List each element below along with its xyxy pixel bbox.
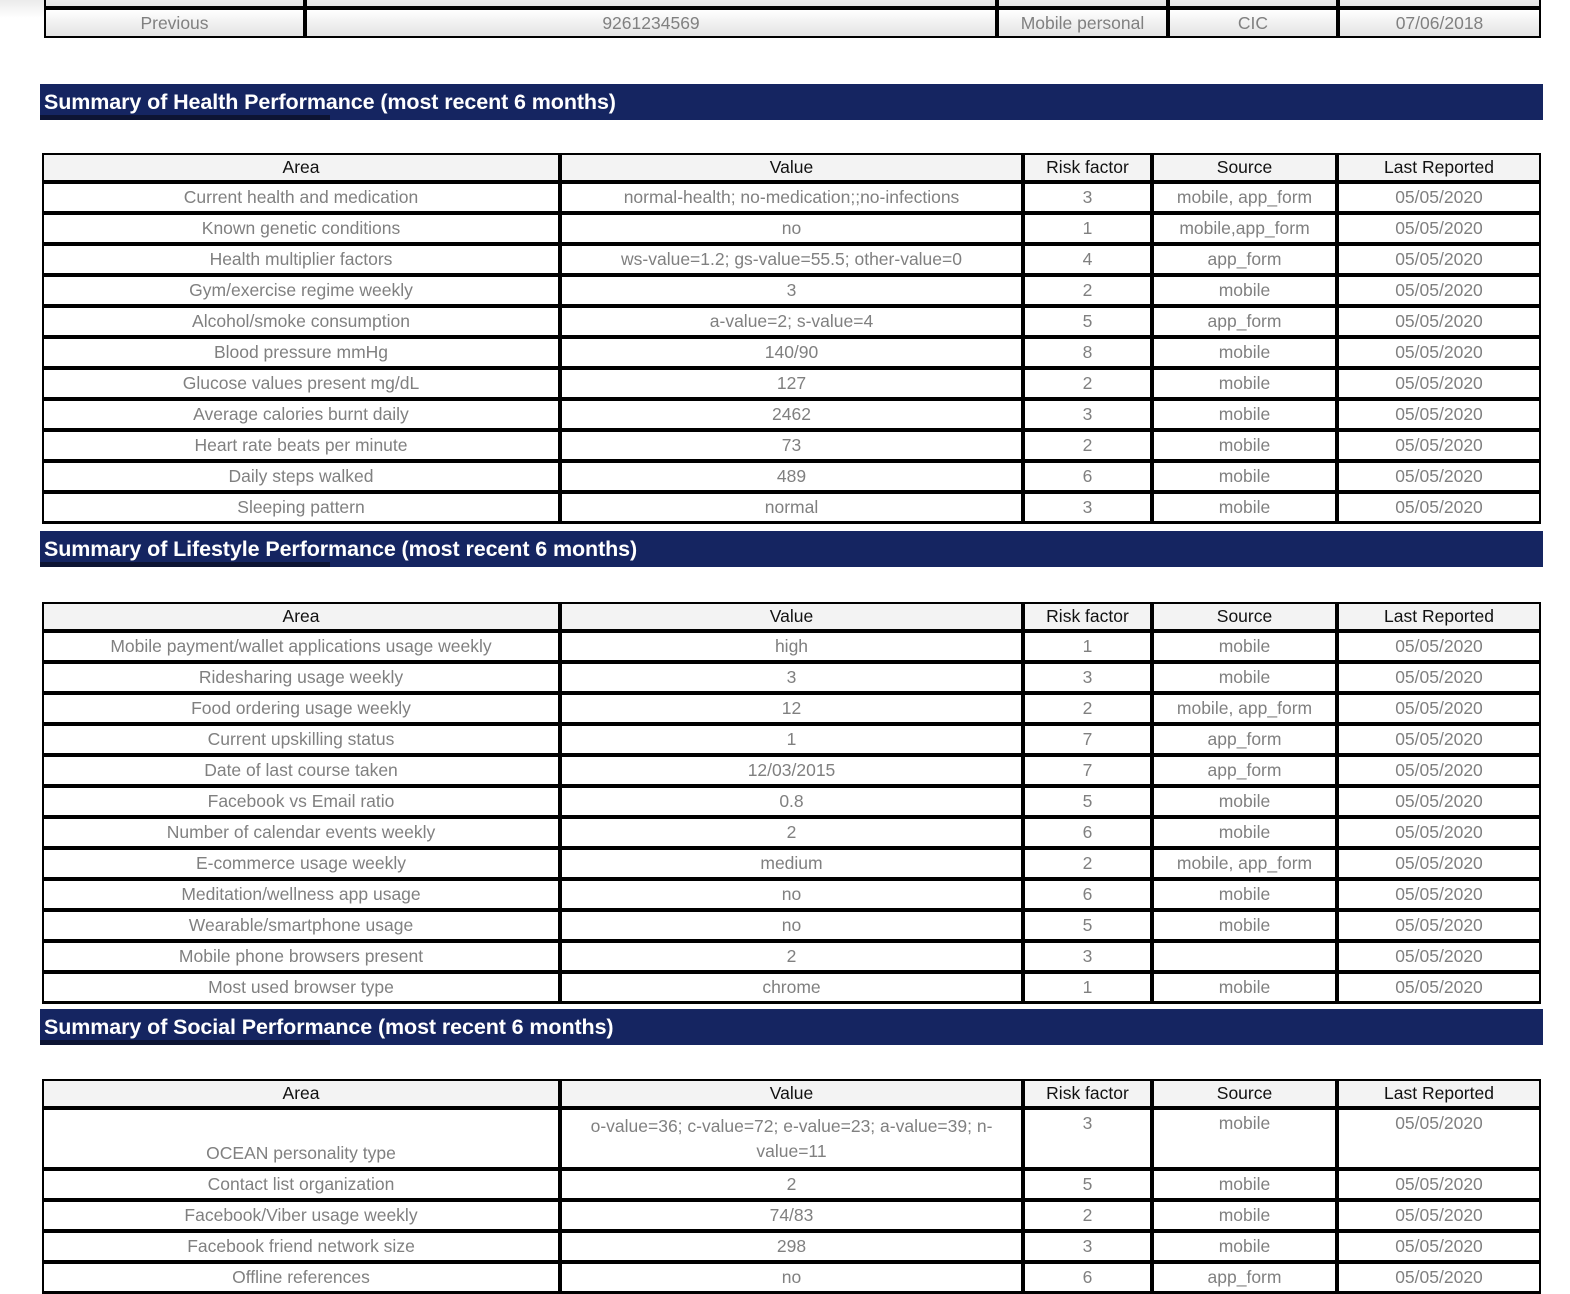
cell-source: mobile	[1152, 1169, 1337, 1200]
table-row	[42, 430, 1541, 461]
cell-source: mobile	[1152, 662, 1337, 693]
cell-last-reported: 05/05/2020	[1337, 910, 1541, 941]
cell-label	[44, 0, 305, 8]
table-row	[42, 492, 1541, 524]
cell-risk-factor: 1	[1023, 972, 1152, 1004]
table-row	[42, 244, 1541, 275]
cell-source: mobile	[1152, 1231, 1337, 1262]
cell-area: Sleeping pattern	[42, 492, 560, 524]
cell-value: no	[560, 910, 1023, 941]
cell-source: mobile	[1152, 817, 1337, 848]
table-row	[42, 1231, 1541, 1262]
contact-history-body	[44, 0, 1541, 38]
cell-last-reported: 05/05/2020	[1337, 1200, 1541, 1231]
cell-source: mobile,app_form	[1152, 213, 1337, 244]
column-header-value: Value	[560, 602, 1023, 631]
social-performance-table	[42, 1079, 1541, 1294]
cell-value: high	[560, 631, 1023, 662]
cell-value: 2	[560, 817, 1023, 848]
cell-risk-factor: 6	[1023, 1262, 1152, 1294]
column-header-area: Area	[42, 602, 560, 631]
table-row	[44, 0, 1541, 8]
cell-type: Mobile personal	[997, 8, 1168, 38]
cell-source: mobile, app_form	[1152, 182, 1337, 213]
column-header-source: Source	[1152, 153, 1337, 182]
cell-last-reported: 05/05/2020	[1337, 1108, 1541, 1169]
cell-risk-factor: 2	[1023, 430, 1152, 461]
cell-value: 127	[560, 368, 1023, 399]
cell-area: Most used browser type	[42, 972, 560, 1004]
cell-number: 9261234569	[305, 8, 997, 38]
cell-risk-factor: 2	[1023, 693, 1152, 724]
cell-risk-factor: 3	[1023, 1231, 1152, 1262]
cell-number	[305, 0, 997, 8]
column-header-last-reported: Last Reported	[1337, 1079, 1541, 1108]
table-row	[42, 941, 1541, 972]
cell-source: mobile	[1152, 337, 1337, 368]
cell-area: Known genetic conditions	[42, 213, 560, 244]
cell-risk-factor: 2	[1023, 848, 1152, 879]
cell-source: mobile	[1152, 879, 1337, 910]
table-row	[42, 1169, 1541, 1200]
cell-area: Current upskilling status	[42, 724, 560, 755]
table-row	[42, 879, 1541, 910]
page-edge-shadow	[0, 0, 44, 18]
cell-source: mobile	[1152, 492, 1337, 524]
cell-risk-factor: 5	[1023, 910, 1152, 941]
cell-area: Alcohol/smoke consumption	[42, 306, 560, 337]
cell-last-reported: 05/05/2020	[1337, 244, 1541, 275]
cell-value: 2	[560, 941, 1023, 972]
column-header-area: Area	[42, 153, 560, 182]
health-performance-table	[42, 153, 1541, 524]
cell-area: Heart rate beats per minute	[42, 430, 560, 461]
table-header-row	[42, 602, 1541, 631]
cell-source: app_form	[1152, 244, 1337, 275]
cell-source: mobile	[1152, 1200, 1337, 1231]
cell-area: Daily steps walked	[42, 461, 560, 492]
cell-last-reported: 05/05/2020	[1337, 368, 1541, 399]
column-header-risk-factor: Risk factor	[1023, 153, 1152, 182]
section-heading-lifestyle: Summary of Lifestyle Performance (most recent 6 months)	[40, 531, 1543, 567]
column-header-risk-factor: Risk factor	[1023, 1079, 1152, 1108]
column-header-area: Area	[42, 1079, 560, 1108]
cell-risk-factor: 3	[1023, 182, 1152, 213]
cell-value: no	[560, 1262, 1023, 1294]
table-row	[42, 1108, 1541, 1169]
cell-value: 74/83	[560, 1200, 1023, 1231]
cell-value: o-value=36; c-value=72; e-value=23; a-value=39; n-value=11	[560, 1108, 1023, 1169]
column-header-source: Source	[1152, 602, 1337, 631]
cell-area: Ridesharing usage weekly	[42, 662, 560, 693]
cell-value: 3	[560, 275, 1023, 306]
cell-value: 2462	[560, 399, 1023, 430]
column-header-value: Value	[560, 153, 1023, 182]
cell-value: 3	[560, 662, 1023, 693]
cell-last-reported: 05/05/2020	[1337, 817, 1541, 848]
cell-value: 0.8	[560, 786, 1023, 817]
cell-last-reported: 05/05/2020	[1337, 724, 1541, 755]
cell-area: Mobile payment/wallet applications usage weekly	[42, 631, 560, 662]
cell-last-reported: 05/05/2020	[1337, 631, 1541, 662]
cell-area: Wearable/smartphone usage	[42, 910, 560, 941]
cell-area: Blood pressure mmHg	[42, 337, 560, 368]
cell-last-reported: 05/05/2020	[1337, 213, 1541, 244]
cell-last-reported: 05/05/2020	[1337, 693, 1541, 724]
cell-code: CIC	[1168, 8, 1338, 38]
cell-value: no	[560, 213, 1023, 244]
cell-type	[997, 0, 1168, 8]
table-row	[42, 337, 1541, 368]
cell-source: mobile	[1152, 1108, 1337, 1169]
social-table-head	[42, 1079, 1541, 1108]
cell-value: 489	[560, 461, 1023, 492]
cell-source: mobile	[1152, 910, 1337, 941]
cell-source: mobile	[1152, 786, 1337, 817]
cell-last-reported: 05/05/2020	[1337, 182, 1541, 213]
table-row	[42, 399, 1541, 430]
table-row	[42, 213, 1541, 244]
cell-last-reported: 05/05/2020	[1337, 275, 1541, 306]
cell-source: app_form	[1152, 724, 1337, 755]
cell-area: Health multiplier factors	[42, 244, 560, 275]
table-header-row	[42, 153, 1541, 182]
cell-source: mobile	[1152, 631, 1337, 662]
cell-risk-factor: 7	[1023, 724, 1152, 755]
column-header-last-reported: Last Reported	[1337, 153, 1541, 182]
cell-risk-factor: 2	[1023, 368, 1152, 399]
cell-source: app_form	[1152, 755, 1337, 786]
cell-risk-factor: 3	[1023, 492, 1152, 524]
cell-last-reported: 05/05/2020	[1337, 1262, 1541, 1294]
health-table-body	[42, 182, 1541, 524]
cell-last-reported: 05/05/2020	[1337, 941, 1541, 972]
cell-date: 07/06/2018	[1338, 8, 1541, 38]
cell-value: chrome	[560, 972, 1023, 1004]
section-heading-health: Summary of Health Performance (most recent 6 months)	[40, 84, 1543, 120]
column-header-risk-factor: Risk factor	[1023, 602, 1152, 631]
cell-risk-factor: 8	[1023, 337, 1152, 368]
cell-source	[1152, 941, 1337, 972]
table-row	[42, 631, 1541, 662]
cell-value: a-value=2; s-value=4	[560, 306, 1023, 337]
table-row	[42, 1200, 1541, 1231]
cell-area: Meditation/wellness app usage	[42, 879, 560, 910]
cell-value: ws-value=1.2; gs-value=55.5; other-value=0	[560, 244, 1023, 275]
cell-risk-factor: 1	[1023, 631, 1152, 662]
cell-risk-factor: 5	[1023, 786, 1152, 817]
cell-last-reported: 05/05/2020	[1337, 337, 1541, 368]
cell-risk-factor: 4	[1023, 244, 1152, 275]
cell-risk-factor: 3	[1023, 1108, 1152, 1169]
table-row	[44, 8, 1541, 38]
cell-value: 12/03/2015	[560, 755, 1023, 786]
table-row	[42, 461, 1541, 492]
table-row	[42, 755, 1541, 786]
table-row	[42, 306, 1541, 337]
cell-risk-factor: 5	[1023, 306, 1152, 337]
cell-code	[1168, 0, 1338, 8]
cell-source: mobile	[1152, 275, 1337, 306]
contact-history-table-partial	[44, 0, 1541, 38]
table-row	[42, 368, 1541, 399]
social-table-body	[42, 1108, 1541, 1294]
lifestyle-table-container	[42, 602, 1541, 1004]
cell-area: OCEAN personality type	[42, 1108, 560, 1169]
cell-last-reported: 05/05/2020	[1337, 786, 1541, 817]
cell-last-reported: 05/05/2020	[1337, 399, 1541, 430]
cell-source: app_form	[1152, 1262, 1337, 1294]
cell-risk-factor: 1	[1023, 213, 1152, 244]
cell-source: mobile	[1152, 972, 1337, 1004]
cell-risk-factor: 6	[1023, 879, 1152, 910]
cell-area: Mobile phone browsers present	[42, 941, 560, 972]
cell-risk-factor: 7	[1023, 755, 1152, 786]
table-header-row	[42, 1079, 1541, 1108]
social-table-container	[42, 1079, 1541, 1294]
cell-area: E-commerce usage weekly	[42, 848, 560, 879]
cell-value: 140/90	[560, 337, 1023, 368]
table-row	[42, 724, 1541, 755]
cell-value: 12	[560, 693, 1023, 724]
cell-risk-factor: 2	[1023, 1200, 1152, 1231]
cell-last-reported: 05/05/2020	[1337, 430, 1541, 461]
cell-area: Facebook vs Email ratio	[42, 786, 560, 817]
table-row	[42, 786, 1541, 817]
contact-history-table	[44, 0, 1541, 38]
cell-source: app_form	[1152, 306, 1337, 337]
cell-area: Facebook friend network size	[42, 1231, 560, 1262]
lifestyle-table-body	[42, 631, 1541, 1004]
cell-area: Number of calendar events weekly	[42, 817, 560, 848]
cell-area: Gym/exercise regime weekly	[42, 275, 560, 306]
cell-area: Contact list organization	[42, 1169, 560, 1200]
cell-date	[1338, 0, 1541, 8]
cell-risk-factor: 3	[1023, 941, 1152, 972]
cell-last-reported: 05/05/2020	[1337, 879, 1541, 910]
table-row	[42, 910, 1541, 941]
cell-source: mobile	[1152, 461, 1337, 492]
cell-value: no	[560, 879, 1023, 910]
cell-label: Previous	[44, 8, 305, 38]
cell-source: mobile, app_form	[1152, 693, 1337, 724]
cell-last-reported: 05/05/2020	[1337, 1169, 1541, 1200]
cell-last-reported: 05/05/2020	[1337, 662, 1541, 693]
section-heading-social: Summary of Social Performance (most recent 6 months)	[40, 1009, 1543, 1045]
cell-last-reported: 05/05/2020	[1337, 306, 1541, 337]
cell-value: 298	[560, 1231, 1023, 1262]
table-row	[42, 972, 1541, 1004]
cell-last-reported: 05/05/2020	[1337, 461, 1541, 492]
cell-value: medium	[560, 848, 1023, 879]
cell-value: 1	[560, 724, 1023, 755]
cell-last-reported: 05/05/2020	[1337, 848, 1541, 879]
cell-risk-factor: 5	[1023, 1169, 1152, 1200]
cell-risk-factor: 6	[1023, 461, 1152, 492]
health-table-container	[42, 153, 1541, 524]
table-row	[42, 817, 1541, 848]
column-header-source: Source	[1152, 1079, 1337, 1108]
cell-source: mobile	[1152, 368, 1337, 399]
cell-last-reported: 05/05/2020	[1337, 755, 1541, 786]
cell-last-reported: 05/05/2020	[1337, 1231, 1541, 1262]
cell-value: normal-health; no-medication;;no-infections	[560, 182, 1023, 213]
cell-risk-factor: 2	[1023, 275, 1152, 306]
table-row	[42, 693, 1541, 724]
table-row	[42, 662, 1541, 693]
cell-source: mobile	[1152, 430, 1337, 461]
cell-area: Average calories burnt daily	[42, 399, 560, 430]
table-row	[42, 275, 1541, 306]
cell-area: Current health and medication	[42, 182, 560, 213]
cell-source: mobile, app_form	[1152, 848, 1337, 879]
table-row	[42, 182, 1541, 213]
cell-last-reported: 05/05/2020	[1337, 972, 1541, 1004]
lifestyle-table-head	[42, 602, 1541, 631]
column-header-last-reported: Last Reported	[1337, 602, 1541, 631]
cell-area: Facebook/Viber usage weekly	[42, 1200, 560, 1231]
cell-source: mobile	[1152, 399, 1337, 430]
health-table-head	[42, 153, 1541, 182]
cell-value: normal	[560, 492, 1023, 524]
table-row	[42, 848, 1541, 879]
table-row	[42, 1262, 1541, 1294]
cell-value: 2	[560, 1169, 1023, 1200]
cell-area: Date of last course taken	[42, 755, 560, 786]
cell-area: Food ordering usage weekly	[42, 693, 560, 724]
cell-area: Offline references	[42, 1262, 560, 1294]
lifestyle-performance-table	[42, 602, 1541, 1004]
cell-value: 73	[560, 430, 1023, 461]
cell-risk-factor: 6	[1023, 817, 1152, 848]
cell-area: Glucose values present mg/dL	[42, 368, 560, 399]
cell-risk-factor: 3	[1023, 399, 1152, 430]
cell-risk-factor: 3	[1023, 662, 1152, 693]
cell-last-reported: 05/05/2020	[1337, 492, 1541, 524]
column-header-value: Value	[560, 1079, 1023, 1108]
